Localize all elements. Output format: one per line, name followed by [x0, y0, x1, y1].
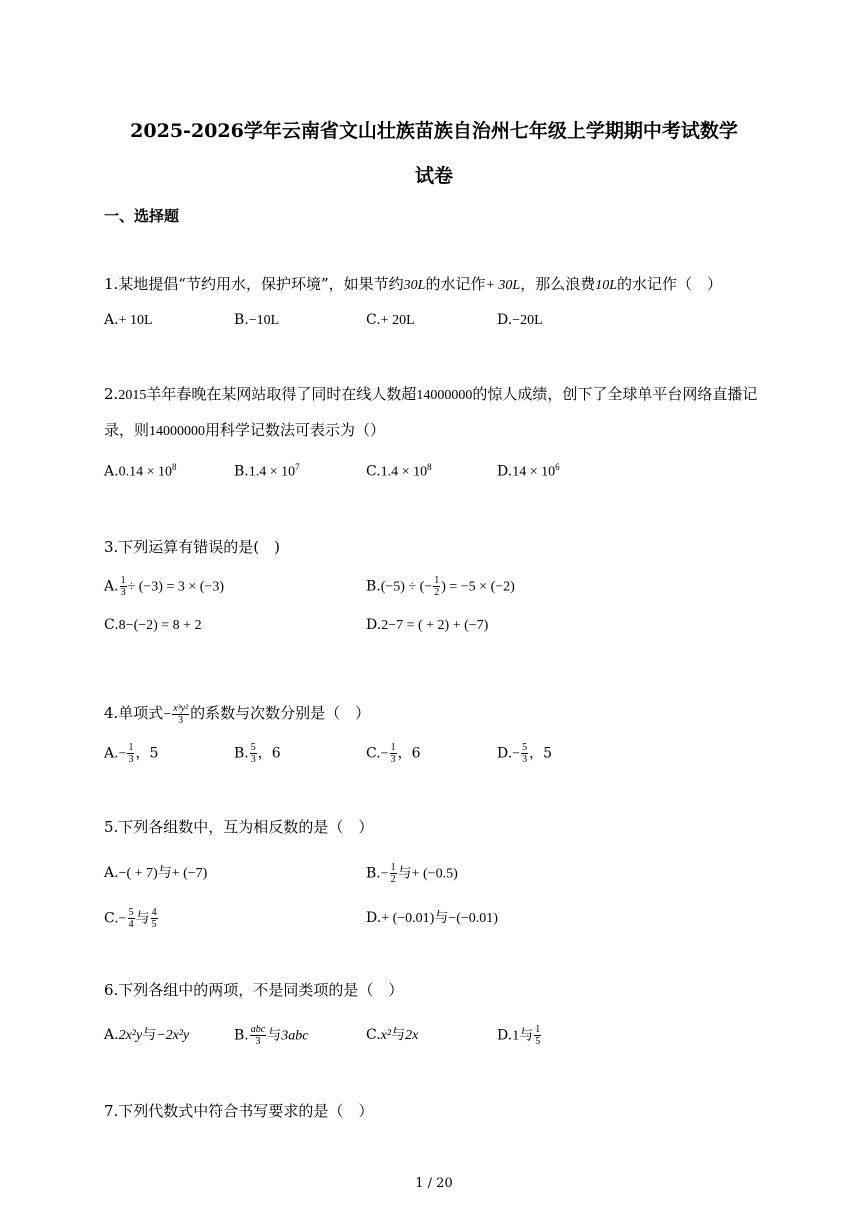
q1-text-d: 的水记作（ ）: [617, 275, 723, 293]
q1-math-a: 30L: [403, 278, 426, 293]
question-6: 6.下列各组中的两项，不是同类项的是（ ）: [104, 981, 404, 999]
q4-option-c: C.− $\frac{1}{3}$ ，6: [366, 742, 421, 765]
q2-option-a: $A.0.14 \times 10^8$: [104, 462, 177, 480]
q3-option-a: A. $\frac{1}{3}$ ÷ (−3) = 3 × (−3): [104, 575, 224, 598]
question-5: 5.下列各组数中，互为相反数的是（ ）: [104, 818, 374, 836]
q5-option-d: D.+ (−0.01)与−(−0.01): [366, 910, 498, 926]
q2-option-b: $B.1.4 \times 10^7$: [234, 462, 300, 480]
question-2: 2.2015羊年春晚在某网站取得了同时在线人数超14000000的惊人成绩，创下了全球单平台网络直播记录，则14000000用科学记数法可表示为（）: [104, 385, 758, 439]
question-7: 7.下列代数式中符合书写要求的是（ ）: [104, 1102, 374, 1120]
section-heading: 一、选择题: [104, 207, 180, 225]
document-title-line2: 试卷: [414, 165, 453, 187]
q3-option-b: B.(−5) ÷ (− $\frac{1}{2}$ ) = −5 × (−2): [366, 575, 515, 598]
q1-math-b: + 30L: [485, 278, 521, 293]
q5-option-c: C.− $\frac{5}{4}$ 与 $\frac{4}{5}$: [104, 907, 157, 930]
q6-option-b: B. $\frac{\text{abc}}{3}$ 与3abc: [234, 1024, 309, 1047]
q6-option-a: A.2x²y与−2x²y: [104, 1027, 190, 1043]
question-1: [104, 267, 764, 303]
q1-text-c: ，那么浪费: [520, 275, 596, 293]
q2-option-d: $D.14 \times 10^6$: [497, 462, 560, 480]
page-number: 1 / 20: [415, 1176, 453, 1191]
q3-option-c: C.8−(−2) = 8 + 2: [104, 617, 202, 633]
q1-text-a: 1.某地提倡“节约用水，保护环境”，如果节约: [104, 275, 404, 293]
q1-option-a: A.+ 10L: [104, 312, 153, 328]
question-3: 3.下列运算有错误的是( ): [104, 538, 281, 556]
q4-option-a: A.− $\frac{1}{3}$ ，5: [104, 742, 159, 765]
q1-math-c: 10L: [595, 278, 618, 293]
q6-option-c: C.x²与2x: [366, 1027, 419, 1043]
q5-option-b: B.− $\frac{1}{2}$ 与+ (−0.5): [366, 862, 458, 885]
q3-option-d: D.2−7 = ( + 2) + (−7): [366, 617, 489, 633]
question-4: 4.单项式− $\frac{\text{x³y²}}{3}$ 的系数与次数分别是（ ）: [104, 702, 371, 726]
q6-option-d: D.1与 $\frac{1}{5}$: [497, 1024, 541, 1047]
q2-option-c: $C.1.4 \times 10^8$: [366, 462, 432, 480]
q1-option-b: B.−10L: [234, 312, 280, 328]
q4-option-d: D.− $\frac{5}{3}$ ，5: [497, 742, 553, 765]
q1-text-b: 的水记作: [425, 275, 486, 293]
q1-option-c: C.+ 20L: [366, 312, 415, 328]
document-title-line1: 2025-2026学年云南省文山壮族苗族自治州七年级上学期期中考试数学: [130, 120, 738, 142]
q1-option-d: D.−20L: [497, 312, 543, 328]
q4-option-b: B. $\frac{5}{3}$ ，6: [234, 742, 281, 765]
q5-option-a: A.−( + 7)与+ (−7): [104, 865, 208, 881]
